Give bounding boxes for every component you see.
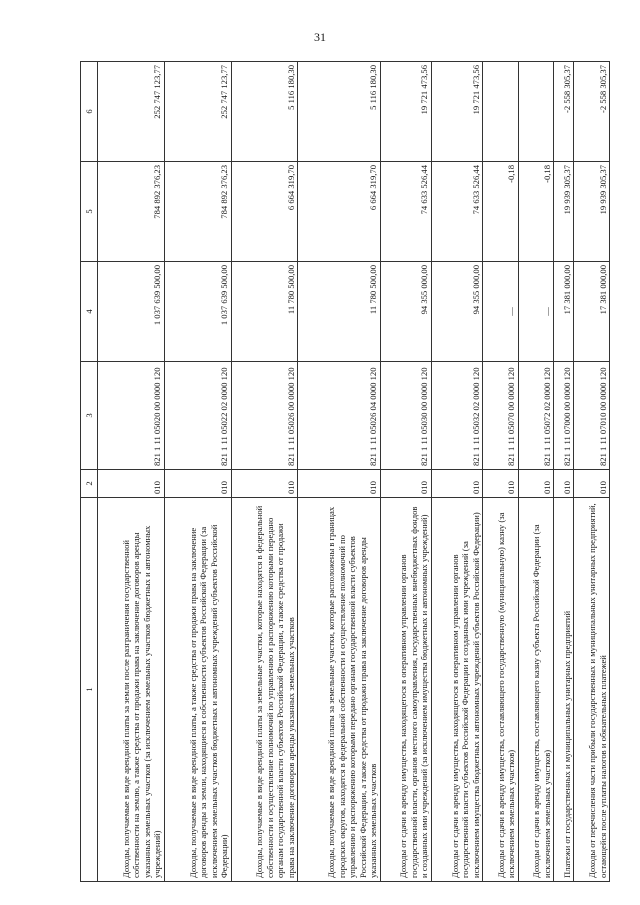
remaining-amount: 252 747 123,77 xyxy=(164,62,231,162)
line-code: 010 xyxy=(380,470,431,498)
approved-amount: — xyxy=(483,262,519,362)
approved-amount: — xyxy=(518,262,554,362)
line-code: 010 xyxy=(164,470,231,498)
income-name: Доходы от перечисления части прибыли государственных и муниципальных унитарных предприятий, остающейся после уплаты налогов и обязательных платежей xyxy=(574,498,610,882)
line-code: 010 xyxy=(298,470,380,498)
remaining-amount: 5 116 180,30 xyxy=(298,62,380,162)
header-cell-3: 3 xyxy=(81,362,98,470)
line-code: 010 xyxy=(431,470,482,498)
approved-amount: 11 780 500,00 xyxy=(298,262,380,362)
executed-amount: -0,18 xyxy=(483,162,519,262)
table-row xyxy=(298,62,380,882)
budget-classification-code: 821 1 11 05070 00 0000 120 xyxy=(483,362,519,470)
budget-classification-code: 821 1 11 05030 00 0000 120 xyxy=(380,362,431,470)
header-row xyxy=(81,62,98,882)
header-cell-6: 6 xyxy=(81,62,98,162)
executed-amount: 19 939 305,37 xyxy=(574,162,610,262)
rotated-sheet xyxy=(80,62,610,882)
executed-amount: 6 664 319,70 xyxy=(231,162,298,262)
remaining-amount: -2 558 305,37 xyxy=(574,62,610,162)
budget-classification-code: 821 1 11 05022 02 0000 120 xyxy=(164,362,231,470)
executed-amount: 74 633 526,44 xyxy=(431,162,482,262)
table-row xyxy=(431,62,482,882)
income-name: Доходы от сдачи в аренду имущества, находящегося в оперативном управлении органов государственной власти субъектов Российской Федерации и созданных ими учреждений (за исключением имущества бюджетных и автономных учреждений субъектов Российской Федерации) xyxy=(431,498,482,882)
approved-amount: 1 037 639 500,00 xyxy=(164,262,231,362)
line-code: 010 xyxy=(518,470,554,498)
remaining-amount: 252 747 123,77 xyxy=(98,62,165,162)
approved-amount: 17 381 000,00 xyxy=(554,262,574,362)
approved-amount: 94 355 000,00 xyxy=(380,262,431,362)
income-name: Доходы от сдачи в аренду имущества, составляющего казну субъекта Российской Федерации (за исключением земельных участков) xyxy=(518,498,554,882)
table-row xyxy=(554,62,574,882)
executed-amount: -0,18 xyxy=(518,162,554,262)
executed-amount: 6 664 319,70 xyxy=(298,162,380,262)
remaining-amount: 19 721 473,56 xyxy=(431,62,482,162)
approved-amount: 94 355 000,00 xyxy=(431,262,482,362)
header-cell-5: 5 xyxy=(81,162,98,262)
income-name: Доходы от сдачи в аренду имущества, составляющего государственную (муниципальную) казну (за исключением земельных участков) xyxy=(483,498,519,882)
approved-amount: 1 037 639 500,00 xyxy=(98,262,165,362)
table-row xyxy=(98,62,165,882)
line-code: 010 xyxy=(574,470,610,498)
line-code: 010 xyxy=(554,470,574,498)
table-row xyxy=(483,62,519,882)
remaining-amount xyxy=(518,62,554,162)
income-name: Доходы, получаемые в виде арендной платы, а также средства от продажи права на заключение договоров аренды за земли, находящиеся в собственности субъектов Российской Федерации (за исключением земельных участков бюджетных и автономных учреждений субъектов Российской Федерации) xyxy=(164,498,231,882)
header-cell-1: 1 xyxy=(81,498,98,882)
approved-amount: 11 780 500,00 xyxy=(231,262,298,362)
income-name: Платежи от государственных и муниципальных унитарных предприятий xyxy=(554,498,574,882)
table-row xyxy=(574,62,610,882)
table-row xyxy=(380,62,431,882)
income-name: Доходы, получаемые в виде арендной платы за земли после разграничения государственной собственности на землю, а также средства от продажи права на заключение договоров аренды указанных земельных участков (за исключением земельных участков бюджетных и автономных учреждений) xyxy=(98,498,165,882)
income-name: Доходы, получаемые в виде арендной платы за земельные участки, которые расположены в границах городских округов, находятся в федеральной собственности и осуществление полномочий по управлению и распоряжению которыми передано органам государственной власти субъектов Российской Федерации, а также средства от продажи права на заключение договоров аренды указанных земельных участков xyxy=(298,498,380,882)
remaining-amount xyxy=(483,62,519,162)
income-name: Доходы от сдачи в аренду имущества, находящегося в оперативном управлении органов государственной власти, органов местного самоуправления, государственных внебюджетных фондов и созданных ими учреждений (за исключением имущества бюджетных и автономных учреждений) xyxy=(380,498,431,882)
rotated-table-container xyxy=(80,62,610,882)
budget-classification-code: 821 1 11 05020 00 0000 120 xyxy=(98,362,165,470)
executed-amount: 19 939 305,37 xyxy=(554,162,574,262)
header-cell-2: 2 xyxy=(81,470,98,498)
executed-amount: 74 633 526,44 xyxy=(380,162,431,262)
table-row xyxy=(231,62,298,882)
page-number: 31 xyxy=(314,30,326,44)
header-cell-4: 4 xyxy=(81,262,98,362)
income-name: Доходы, получаемые в виде арендной платы за земельные участки, которые находятся в федеральной собственности и осуществление полномочий по управлению и распоряжению которыми передано органам государственной власти субъектов Российской Федерации, а также средства от продажи права на заключение договоров аренды указанных земельных участков xyxy=(231,498,298,882)
line-code: 010 xyxy=(231,470,298,498)
table-row xyxy=(518,62,554,882)
income-table xyxy=(80,61,610,882)
budget-classification-code: 821 1 11 05026 00 0000 120 xyxy=(231,362,298,470)
line-code: 010 xyxy=(98,470,165,498)
budget-classification-code: 821 1 11 05026 04 0000 120 xyxy=(298,362,380,470)
approved-amount: 17 381 000,00 xyxy=(574,262,610,362)
budget-classification-code: 821 1 11 07000 00 0000 120 xyxy=(554,362,574,470)
remaining-amount: 5 116 180,30 xyxy=(231,62,298,162)
line-code: 010 xyxy=(483,470,519,498)
budget-classification-code: 821 1 11 05072 02 0000 120 xyxy=(518,362,554,470)
remaining-amount: -2 558 305,37 xyxy=(554,62,574,162)
remaining-amount: 19 721 473,56 xyxy=(380,62,431,162)
executed-amount: 784 892 376,23 xyxy=(98,162,165,262)
executed-amount: 784 892 376,23 xyxy=(164,162,231,262)
budget-classification-code: 821 1 11 07010 00 0000 120 xyxy=(574,362,610,470)
table-row xyxy=(164,62,231,882)
budget-classification-code: 821 1 11 05032 02 0000 120 xyxy=(431,362,482,470)
table-body xyxy=(98,62,610,882)
